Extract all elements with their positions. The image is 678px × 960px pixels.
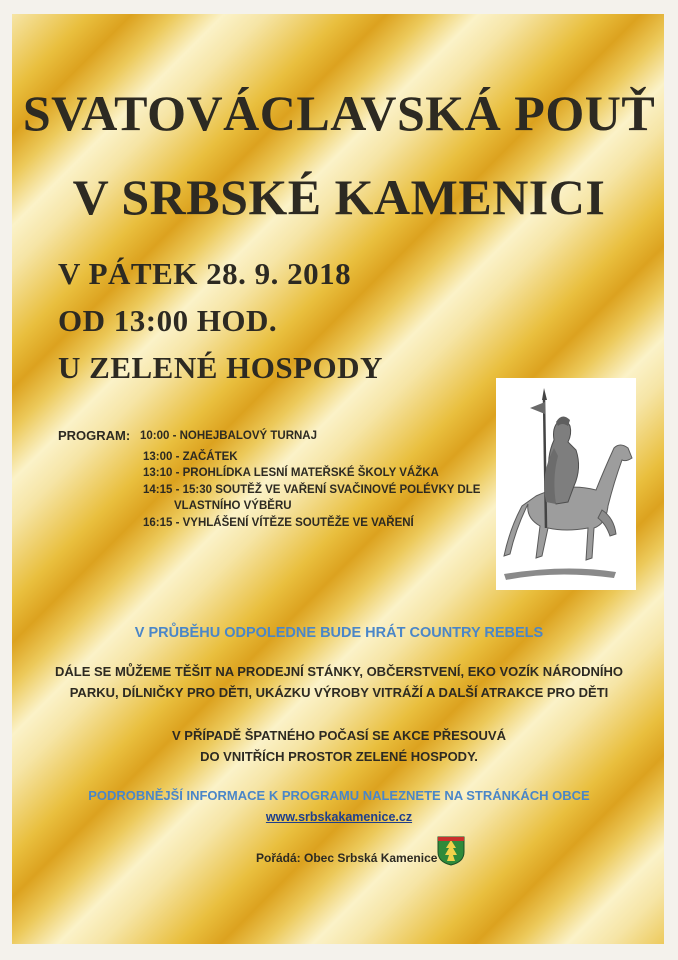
- attractions-notice: [0, 661, 678, 703]
- attractions-line: DÁLE SE MŮŽEME TĚŠIT NA PRODEJNÍ STÁNKY, OBČERSTVENÍ, EKO VOZÍK NÁRODNÍHO: [55, 664, 623, 679]
- program-item: 13:00 - ZAČÁTEK: [143, 450, 238, 463]
- website-link[interactable]: www.srbskakamenice.cz: [265, 810, 413, 824]
- weather-notice: [0, 725, 678, 767]
- event-time: OD 13:00 HOD.: [58, 303, 278, 338]
- program-item: 13:10 - PROHLÍDKA LESNÍ MATEŘSKÉ ŠKOLY VÁŽKA: [143, 467, 439, 479]
- organizer-text: Pořádá: Obec Srbská Kamenice: [256, 851, 438, 865]
- poster-subtitle: V SRBSKÉ KAMENICI: [72, 169, 606, 225]
- weather-line: V PŘÍPADĚ ŠPATNÉHO POČASÍ SE AKCE PŘESOUVÁ: [172, 728, 506, 743]
- program-item: VLASTNÍHO VÝBĚRU: [174, 500, 292, 512]
- program-list: [140, 428, 514, 531]
- attractions-line: PARKU, DÍLNIČKY PRO DĚTI, UKÁZKU VÝROBY VITRÁŽÍ A DALŠÍ ATRAKCE PRO DĚTI: [69, 685, 609, 700]
- program-item: 16:15 - VYHLÁŠENÍ VÍTĚZE SOUTĚŽE VE VAŘENÍ: [143, 516, 414, 529]
- program-item: 10:00 - NOHEJBALOVÝ TURNAJ: [140, 430, 318, 442]
- program-item: 14:15 - 15:30 SOUTĚŽ VE VAŘENÍ SVAČINOVÉ POLÉVKY DLE: [143, 483, 481, 496]
- band-notice: V PRŮBĚHU ODPOLEDNE BUDE HRÁT COUNTRY REBELS: [134, 625, 544, 641]
- statue-picture: [496, 378, 636, 590]
- event-place: U ZELENÉ HOSPODY: [58, 350, 383, 385]
- poster-title: SVATOVÁCLAVSKÁ POUŤ: [22, 85, 656, 141]
- program-label: PROGRAM:: [58, 428, 131, 443]
- event-date: V PÁTEK 28. 9. 2018: [58, 256, 352, 291]
- st-wenceslas-statue-icon: [496, 378, 636, 590]
- weather-line: DO VNITŘÍCH PROSTOR ZELENÉ HOSPODY.: [200, 749, 478, 764]
- coat-of-arms-icon: [437, 836, 465, 866]
- more-info-text: PODROBNĚJŠÍ INFORMACE K PROGRAMU NALEZNETE NA STRÁNKÁCH OBCE: [88, 788, 590, 803]
